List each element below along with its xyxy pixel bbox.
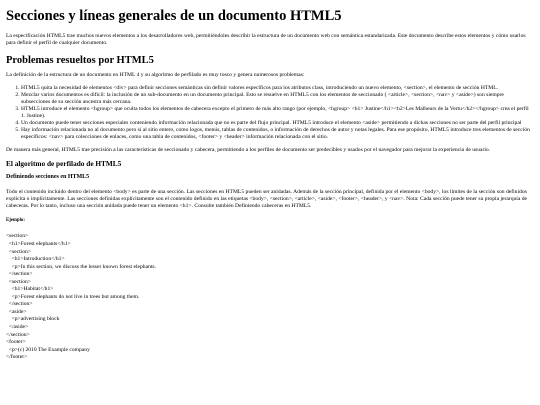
list-item: 4. Un documento puede tener secciones especiales conteniendo información relacionada que no es parte del flujo principal. HTML5 introduce el elemento <aside> permitiendo a dichas secciones no ser parte del perfil principal <box>21 120 534 127</box>
problems-heading: Problemas resueltos por HTML5 <box>6 54 154 66</box>
list-item: 2. Mezclar varios documentos es difícil: la inclusión de un sub-documento en un documento principal. Esto se resuelve en HTML5 con los elementos de seccionado ( <article>, <section>, <nav> y <aside>) son siempre subsecciones de su sección ancestra más cercana. <box>21 92 534 106</box>
list-item: 1. HTML5 quita la necesidad de elementos <div> para definir secciones semánticas sin definir valores específicos para los atributos class, introduciendo un nuevo elemento, <section>, el elemento de sección HTML. <box>21 85 534 92</box>
intro-paragraph: La especificación HTML5 trae muchos nuevos elementos a los desarrolladores web, permitiéndoles describir la estructura de un documento web con semántica estandarizada. Este documento describe estos elementos y cómo usarlos para definir el perfil de cualquier documento. <box>6 32 526 46</box>
problems-lead: La definición de la estructura de un documento en HTML 4 y su algoritmo de perfilado es muy tosco y genera numerosos problemas: <box>6 71 305 78</box>
sections-paragraph: Todo el contenido incluido dentro del elemento <body> es parte de una sección. Las secciones en HTML5 pueden ser anidadas. Además de la sección principal, definida por el elemento <body>, los límites de la sección son definidos explícita o implícitamente. Las secciones definidas explícitamente son el contenido definido en las etiquetas <body>, <section>, <article>, <aside>, <footer>, <header>, y <nav>. Nota: Cada sección puede tener su propia jerarquía de cabeceras. Por lo tanto, incluso una sección anidada puede tener un elemento <h1>. Consulte también Definiendo cabeceras en HTML5. <box>6 189 528 210</box>
problems-list <box>6 85 534 141</box>
list-item: 5. Hay información relacionada no al documento pero sí al sitio entero, como logos, menús, tablas de contenidos, o información de derechos de autor y notas legales. Para ese propósito, HTML5 introduce tres elementos de sección específicos: <nav> para colecciones de enlaces, como una tabla de contenidos, <footer> y <header> información relacionada con el sitio. <box>21 127 534 141</box>
example-label: Ejemplo: <box>6 218 25 224</box>
algorithm-heading: El algoritmo de perfilado de HTML5 <box>6 158 122 168</box>
sections-subheading: Definiendo secciones en HTML5 <box>6 174 90 181</box>
code-example: <section> <h1>Forest elephants</h1> <section> <h1>Introduction</h1> <p>In this section, we discuss the lesser known forest elephants. </section> <section> <h1>Habitat</h1> <p>Forest elephants do not live in trees but among them. </section> <aside> <p>advertising block </aside> </section> <footer> <p>(c) 2010 The Example company </footer> <box>6 233 157 361</box>
list-item: 3. HTML5 introduce el elemento <hgroup> que oculta todos los elementos de cabecera excepto el primero de más alto rango (por ejemplo, <hgroup> <h1> Justine</h1><h2>Les Malheurs de la Vertu</h2></hgroup> crea el perfil 1. Justine). <box>21 106 534 120</box>
page-title: Secciones y líneas generales de un documento HTML5 <box>6 8 342 24</box>
problems-summary: De manera más general, HTML5 trae precisión a las características de seccionado y cabecera, permitiendo a los perfiles de documento ser predecibles y usados por el navegador para mejorar la experiencia de usuario. <box>6 146 491 153</box>
